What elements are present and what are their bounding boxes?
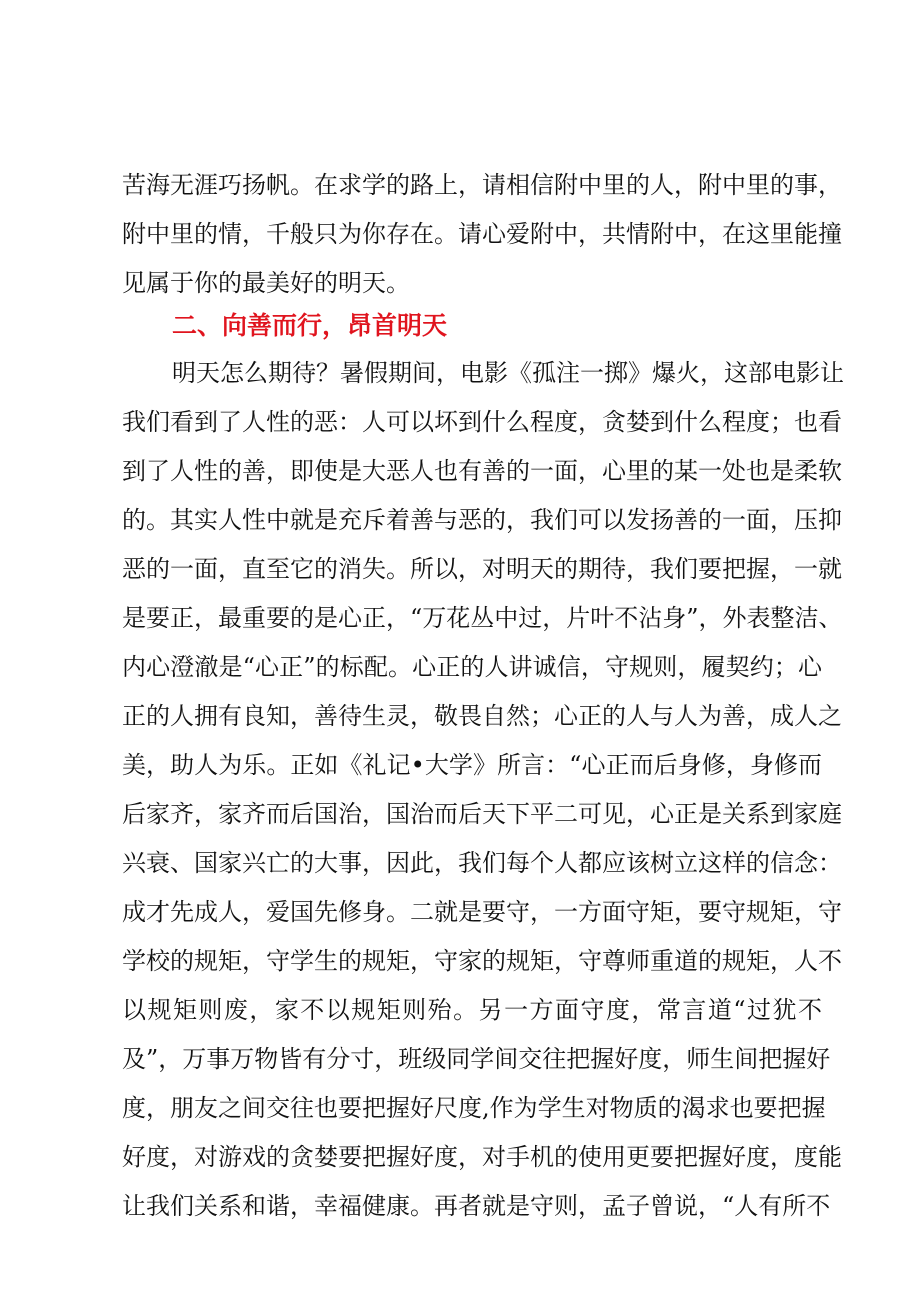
paragraph-line: 后家齐，家齐而后国治，国治而后天下平二可见，心正是关系到家庭 (122, 800, 842, 828)
paragraph-line: 到了人性的善，即使是大恶人也有善的一面，心里的某一处也是柔软 (122, 457, 842, 485)
paragraph-line: 是要正，最重要的是心正，“万花丛中过，片叶不沾身”，外表整洁、 (122, 604, 843, 632)
paragraph-line: 好度，对游戏的贪婪要把握好度，对手机的使用更要把握好度，度能 (122, 1143, 842, 1171)
paragraph-line: 见属于你的最美好的明天。 (122, 269, 410, 297)
paragraph-line: 正的人拥有良知，善待生灵，敬畏自然；心正的人与人为善，成人之 (122, 702, 842, 730)
paragraph-line: 兴衰、国家兴亡的大事，因此，我们每个人都应该树立这样的信念： (122, 849, 842, 877)
section-heading: 二、向善而行，昂首明天 (172, 311, 448, 340)
paragraph-line: 苦海无涯巧扬帆。在求学的路上，请相信附中里的人，附中里的事， (122, 171, 842, 199)
paragraph-line: 及”，万事万物皆有分寸，班级同学间交往把握好度，师生间把握好 (122, 1045, 831, 1073)
paragraph-line: 我们看到了人性的恶：人可以坏到什么程度，贪婪到什么程度；也看 (122, 408, 842, 436)
paragraph-line: 美，助人为乐。正如《礼记•大学》所言：“心正而后身修，身修而 (122, 751, 822, 779)
paragraph-line: 成才先成人，爱国先修身。二就是要守，一方面守矩，要守规矩，守 (122, 898, 842, 926)
paragraph-line: 学校的规矩，守学生的规矩，守家的规矩，守尊师重道的规矩，人不 (122, 947, 842, 975)
paragraph-line: 的。其实人性中就是充斥着善与恶的，我们可以发扬善的一面，压抑 (122, 506, 842, 534)
paragraph-line: 内心澄澈是“心正”的标配。心正的人讲诚信，守规则，履契约；心 (122, 653, 822, 681)
paragraph-line: 明天怎么期待？暑假期间，电影《孤注一掷》爆火，这部电影让 (172, 359, 844, 387)
paragraph-line: 度，朋友之间交往也要把握好尺度,作为学生对物质的渴求也要把握 (122, 1094, 826, 1122)
paragraph-line: 恶的一面，直至它的消失。所以，对明天的期待，我们要把握，一就 (122, 555, 842, 583)
paragraph-line: 附中里的情，千般只为你存在。请心爱附中，共情附中，在这里能撞 (122, 220, 842, 248)
paragraph-line: 以规矩则废，家不以规矩则殆。另一方面守度，常言道“过犹不 (122, 996, 822, 1024)
paragraph-line: 让我们关系和谐，幸福健康。再者就是守则，孟子曾说，“人有所不 (122, 1192, 831, 1220)
